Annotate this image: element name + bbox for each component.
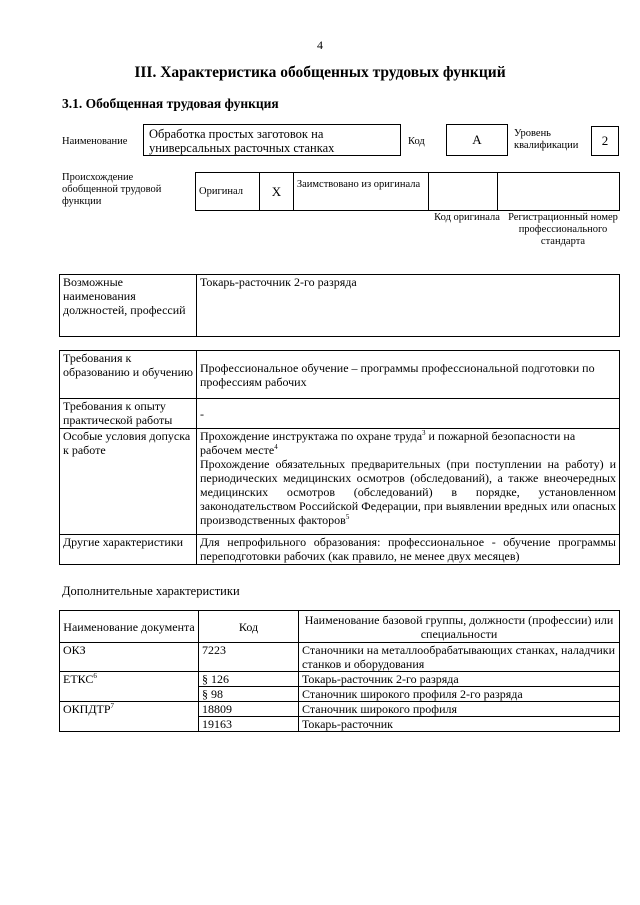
level-box xyxy=(591,126,619,156)
group-name: Станочники на металлообрабатывающих станках, наладчики станков и оборудования xyxy=(299,643,620,672)
origin-table xyxy=(195,172,620,211)
special-paragraph-2: Прохождение обязательных предварительных (при поступлении на работу) и периодических медицинских осмотров (обследований), а также внеочередных медицинских осмотров (обследований) в порядке, установленном законодательством Российской Федерации, при выявлении вредных или опасных производственных факторов$^5$ xyxy=(200,457,616,527)
doc-name: ОКЗ xyxy=(63,643,86,657)
code-value: А xyxy=(472,132,482,147)
table-row xyxy=(60,717,620,732)
requirements-table xyxy=(59,350,620,565)
education-label: Требования к образованию и обучению xyxy=(60,351,197,399)
table-row xyxy=(60,643,620,672)
experience-value: - xyxy=(197,399,620,429)
special-paragraph-1: Прохождение инструктажа по охране труда$^3$ и пожарной безопасности на рабочем месте$^4$ xyxy=(200,429,576,457)
reg-number-cell xyxy=(498,173,620,211)
other-label: Другие характеристики xyxy=(60,535,197,565)
experience-label: Требования к опыту практической работы xyxy=(60,399,197,429)
special-value xyxy=(197,429,620,535)
doc-code: 18809 xyxy=(199,702,299,717)
page-number: 4 xyxy=(317,38,323,52)
doc-code: § 98 xyxy=(199,687,299,702)
name-label: Наименование xyxy=(62,136,128,147)
education-value: Профессиональное обучение – программы профессиональной подготовки по профессиям рабочих xyxy=(197,351,620,399)
borrowed-label: Заимствовано из оригинала xyxy=(293,173,428,211)
group-name: Токарь-расточник xyxy=(299,717,620,732)
section-title: III. Характеристика обобщенных трудовых функций xyxy=(134,64,506,81)
level-value: 2 xyxy=(601,133,609,148)
origin-label: Происхождение обобщенной трудовой функции xyxy=(62,172,162,207)
level-label: Уровень квалификации xyxy=(514,128,579,151)
doc-name: ЕТКС xyxy=(63,672,94,686)
positions-value: Токарь-расточник 2-го разряда xyxy=(197,275,620,337)
group-name: Токарь-расточник 2-го разряда xyxy=(299,672,620,687)
doc-code: 7223 xyxy=(199,643,299,672)
other-value: Для непрофильного образования: профессиональное - обучение программы переподготовки рабочих (как правило, не менее двух месяцев) xyxy=(197,535,620,565)
code-original-label: Код оригинала xyxy=(434,212,500,223)
function-name-box xyxy=(143,124,401,156)
reg-number-label: Регистрационный номер профессионального стандарта xyxy=(508,212,618,247)
additional-table xyxy=(59,610,620,732)
group-name: Станочник широкого профиля xyxy=(299,702,620,717)
positions-table xyxy=(59,274,620,337)
group-name: Станочник широкого профиля 2-го разряда xyxy=(299,687,620,702)
function-name: Обработка простых заготовок на универсальных расточных станках xyxy=(149,127,335,155)
doc-name: ОКПДТР xyxy=(63,702,111,716)
positions-label: Возможные наименования должностей, профессий xyxy=(60,275,197,337)
table-row: ЕТКС$^6$ § 126 Токарь-расточник 2-го разряда xyxy=(60,672,620,687)
code-box xyxy=(446,124,508,156)
header-code: Код xyxy=(199,611,299,643)
code-label: Код xyxy=(408,136,425,147)
original-label: Оригинал xyxy=(196,173,260,211)
subsection-title: 3.1. Обобщенная трудовая функция xyxy=(62,96,279,111)
doc-code: § 126 xyxy=(199,672,299,687)
code-original-cell xyxy=(428,173,498,211)
doc-code: 19163 xyxy=(199,717,299,732)
header-doc: Наименование документа xyxy=(60,611,199,643)
additional-title: Дополнительные характеристики xyxy=(62,584,240,598)
header-name: Наименование базовой группы, должности (профессии) или специальности xyxy=(299,611,620,643)
table-row: ОКПДТР$^7$ 18809 Станочник широкого профиля xyxy=(60,702,620,717)
special-label: Особые условия допуска к работе xyxy=(60,429,197,535)
table-row xyxy=(60,687,620,702)
original-mark: X xyxy=(259,173,293,211)
